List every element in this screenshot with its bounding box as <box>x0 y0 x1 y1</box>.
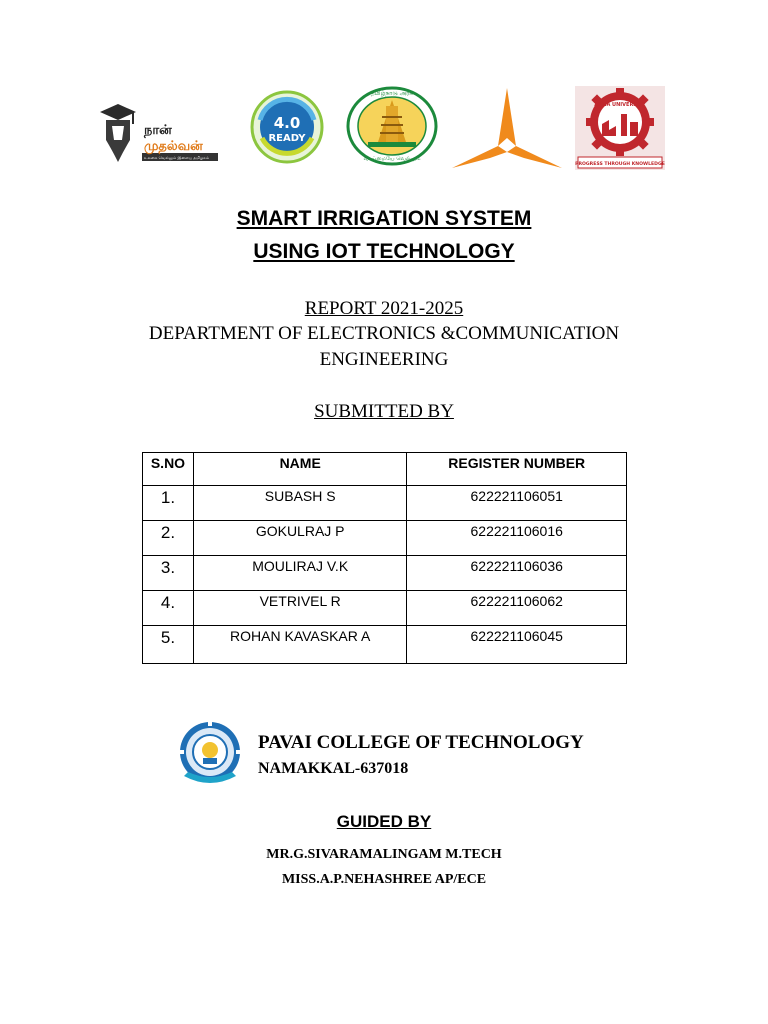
cell-register-number: 622221106045 <box>407 626 627 664</box>
report-years: REPORT 2021-2025 <box>304 298 464 319</box>
pavai-college-logo <box>174 720 246 786</box>
table-row <box>143 486 627 521</box>
emblem-top-text: தமிழ்நாடு அரசு <box>370 90 414 97</box>
cell-name: SUBASH S <box>193 486 407 521</box>
anna-university-name: ANNA UNIVERSITY <box>594 102 646 108</box>
cell-sno: 4. <box>143 591 194 626</box>
cell-register-number: 622221106062 <box>407 591 627 626</box>
cell-sno: 2. <box>143 521 194 556</box>
table-row <box>143 556 627 591</box>
tamil-nadu-emblem <box>346 86 438 166</box>
cell-name: ROHAN KAVASKAR A <box>193 626 407 664</box>
cell-register-number: 622221106051 <box>407 486 627 521</box>
cell-sno: 5. <box>143 626 194 664</box>
table-row <box>143 521 627 556</box>
industry-sub: READY <box>268 133 306 144</box>
industry-4-ready-logo <box>250 90 324 164</box>
project-title-line2: USING IOT TECHNOLOGY <box>253 240 515 263</box>
table-header-row <box>143 453 627 486</box>
cell-sno: 3. <box>143 556 194 591</box>
cell-register-number: 622221106036 <box>407 556 627 591</box>
project-title-line1: SMART IRRIGATION SYSTEM <box>236 207 532 230</box>
column-header-name: NAME <box>193 453 407 486</box>
students-table <box>142 452 627 664</box>
mudhalvan-text: முதல்வன் <box>144 139 203 154</box>
guide-1: MR.G.SIVARAMALINGAM M.TECH <box>266 847 502 862</box>
naan-mudhalvan-logo <box>96 100 222 168</box>
naan-text: நான் <box>144 123 172 138</box>
college-name: PAVAI COLLEGE OF TECHNOLOGY <box>258 732 584 753</box>
cell-name: GOKULRAJ P <box>193 521 407 556</box>
anna-university-motto: PROGRESS THROUGH KNOWLEDGE <box>575 162 665 167</box>
cell-name: VETRIVEL R <box>193 591 407 626</box>
column-header-sno: S.NO <box>143 453 194 486</box>
department-line1: DEPARTMENT OF ELECTRONICS &COMMUNICATION <box>148 323 620 344</box>
industry-label: 4.0 <box>273 114 301 132</box>
naan-tagline: உலகை வெல்லும் இளைய தமிழகம் <box>144 155 209 160</box>
college-place: NAMAKKAL-637018 <box>258 760 409 777</box>
emblem-bottom-text: வாய்மையே வெல்லும் <box>363 156 421 162</box>
submitted-by-heading: SUBMITTED BY <box>314 401 454 422</box>
anna-university-logo <box>575 86 665 170</box>
cell-sno: 1. <box>143 486 194 521</box>
tidco-label: TIDCO <box>500 157 516 163</box>
column-header-register-number: REGISTER NUMBER <box>407 453 627 486</box>
guide-2: MISS.A.P.NEHASHREE AP/ECE <box>281 872 487 887</box>
cell-register-number: 622221106016 <box>407 521 627 556</box>
table-row <box>143 591 627 626</box>
guided-by-heading: GUIDED BY <box>336 812 432 831</box>
table-row <box>143 626 627 664</box>
department-line2: ENGINEERING <box>319 349 449 370</box>
tidco-logo <box>450 86 564 170</box>
cell-name: MOULIRAJ V.K <box>193 556 407 591</box>
